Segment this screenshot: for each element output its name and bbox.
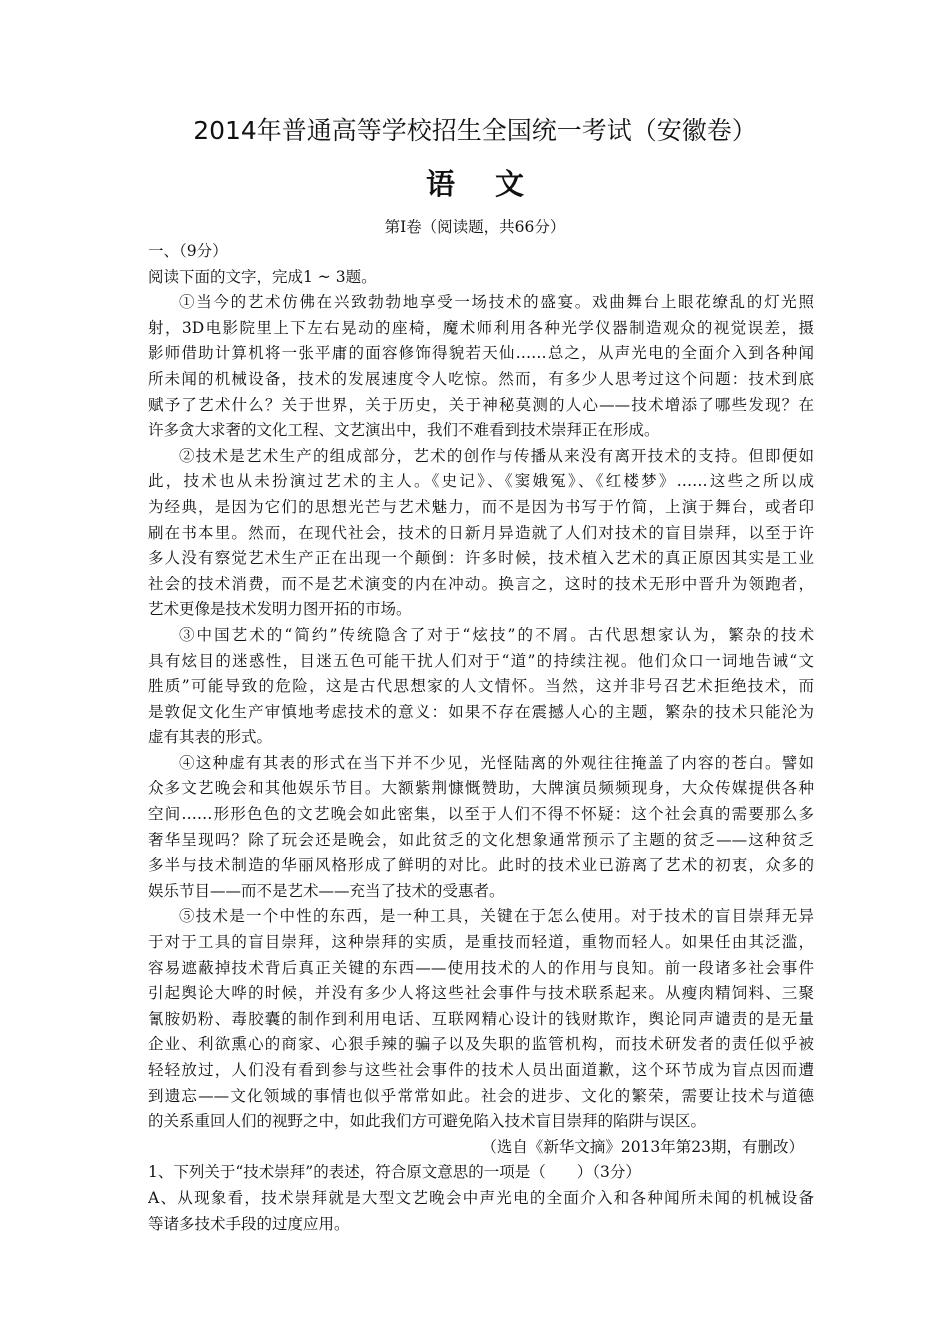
text-line: 等诸多技术手段的过度应用。: [148, 1214, 350, 1233]
text-line: 多人没有察觉艺术生产正在出现一个颠倒：许多时候，技术植入艺术的真正原因其实是工业: [148, 549, 814, 568]
text-line: 阅读下面的文字，完成1 ~ 3题。: [148, 267, 377, 286]
text-line: 轻轻放过，人们没有看到参与这些社会事件的技术人员出面道歉，这个环节成为盲点因而遭: [148, 1061, 814, 1079]
text-line: A、从现象看，技术崇拜就是大型文艺晚会中声光电的全面介入和各种闻所未闻的机械设备: [148, 1188, 814, 1207]
text-line: （选自《新华文摘》2013年第23期，有删改）: [481, 1137, 804, 1156]
text-line: 社会的技术消费，而不是艺术演变的内在冲动。换言之，这时的技术无形中晋升为领跑者，: [148, 574, 814, 593]
text-line: 许多贪大求奢的文化工程、文艺演出中，我们不难看到技术崇拜正在形成。: [148, 421, 660, 440]
text-line: 一、（9分）: [148, 242, 228, 260]
text-line: 的关系重回人们的视野之中，如此我们方可避免陷入技术盲目崇拜的陷阱与误区。: [148, 1112, 707, 1131]
section-heading: 第Ⅰ卷（阅读题，共66分）: [384, 218, 566, 236]
text-line: 氰胺奶粉、毒胶囊的制作到利用电话、互联网精心设计的钱财欺诈，舆论同声谴责的是无量: [148, 1009, 814, 1028]
text-line: 为经典，是因为它们的思想光芒与艺术魅力，而不是因为书写于竹简，上演于舞台，或者印: [148, 497, 814, 516]
text-line: 具有炫目的迷惑性，目迷五色可能干扰人们对于“道”的持续注视。他们众口一词地告诫“文: [148, 651, 814, 670]
text-line: 刷在书本里。然而，在现代社会，技术的日新月异造就了人们对技术的盲目崇拜，以至于许: [148, 523, 814, 542]
reading-passage: [148, 239, 814, 1237]
text-line: ④这种虚有其表的形式在当下并不少见，光怪陆离的外观往往掩盖了内容的苍白。譬如: [179, 753, 814, 772]
text-line: ②技术是艺术生产的组成部分，艺术的创作与传播从来没有离开技术的支持。但即便如: [179, 446, 814, 465]
text-line: 众多文艺晚会和其他娱乐节目。大额紫荆慷慨赞助，大牌演员频频现身，大众传媒提供各种: [148, 779, 814, 798]
text-line: 奢华呈现吗？除了玩会还是晚会，如此贫乏的文化想象通常预示了主题的贫乏——这种贫乏: [148, 830, 814, 849]
text-line: 空间……形形色色的文艺晚会如此密集，以至于人们不得不怀疑：这个社会真的需要那么多: [148, 805, 814, 824]
text-line: 企业、利欲熏心的商家、心狠手辣的骗子以及失职的监管机构，而技术研发者的责任似乎被: [148, 1035, 814, 1054]
subject-heading: 语文: [425, 167, 564, 201]
text-line: 此，技术也从未扮演过艺术的主人。《史记》、《窦娥冤》、《红楼梦》……这些之所以成: [148, 472, 814, 491]
text-line: 赋予了艺术什么？关于世界，关于历史，关于神秘莫测的人心——技术增添了哪些发现？在: [148, 395, 814, 414]
text-line: 是敦促文化生产审慎地考虑技术的意义：如果不存在震撼人心的主题，繁杂的技术只能沦为: [148, 702, 814, 721]
text-line: 到遗忘——文化领域的事情也似乎常常如此。社会的进步、文化的繁荣，需要让技术与道德: [148, 1086, 814, 1105]
text-line: 胜质”可能导致的危险，这是古代思想家的人文情怀。当然，这并非号召艺术拒绝技术，而: [148, 677, 814, 696]
text-line: 艺术更像是技术发明力图开拓的市场。: [148, 600, 412, 619]
text-line: ⑤技术是一个中性的东西，是一种工具，关键在于怎么使用。对于技术的盲目崇拜无异: [179, 907, 814, 926]
text-line: 引起舆论大哗的时候，并没有多少人将这些社会事件与技术联系起来。从瘦肉精饲料、三聚: [148, 984, 814, 1003]
exam-title: 2014年普通高等学校招生全国统一考试（安徽卷）: [193, 116, 757, 145]
text-line: 1、下列关于“技术崇拜”的表述，符合原文意思的一项是（ ）（3分）: [148, 1163, 641, 1182]
text-line: 于对于工具的盲目崇拜，这种崇拜的实质，是重技而轻道，重物而轻人。如果任由其泛滥，: [148, 933, 814, 952]
text-line: 射，3D电影院里上下左右晃动的座椅，魔术师利用各种光学仪器制造观众的视觉误差，摄: [148, 318, 814, 337]
text-line: ①当今的艺术仿佛在兴致勃勃地享受一场技术的盛宴。戏曲舞台上眼花缭乱的灯光照: [179, 293, 814, 312]
text-line: 所未闻的机械设备，技术的发展速度令人吃惊。然而，有多少人思考过这个问题：技术到底: [148, 369, 814, 388]
text-line: 虚有其表的形式。: [148, 728, 273, 747]
text-line: ③中国艺术的“简约”传统隐含了对于“炫技”的不屑。古代思想家认为，繁杂的技术: [179, 625, 814, 644]
text-line: 多半与技术制造的华丽风格形成了鲜明的对比。此时的技术业已游离了艺术的初衷，众多的: [148, 856, 814, 875]
text-line: 娱乐节目——而不是艺术——充当了技术的受惠者。: [148, 881, 505, 900]
text-line: 容易遮蔽掉技术背后真正关键的东西——使用技术的人的作用与良知。前一段诸多社会事件: [148, 958, 814, 977]
text-line: 影师借助计算机将一张平庸的面容修饰得貌若天仙……总之，从声光电的全面介入到各种闻: [148, 344, 814, 363]
